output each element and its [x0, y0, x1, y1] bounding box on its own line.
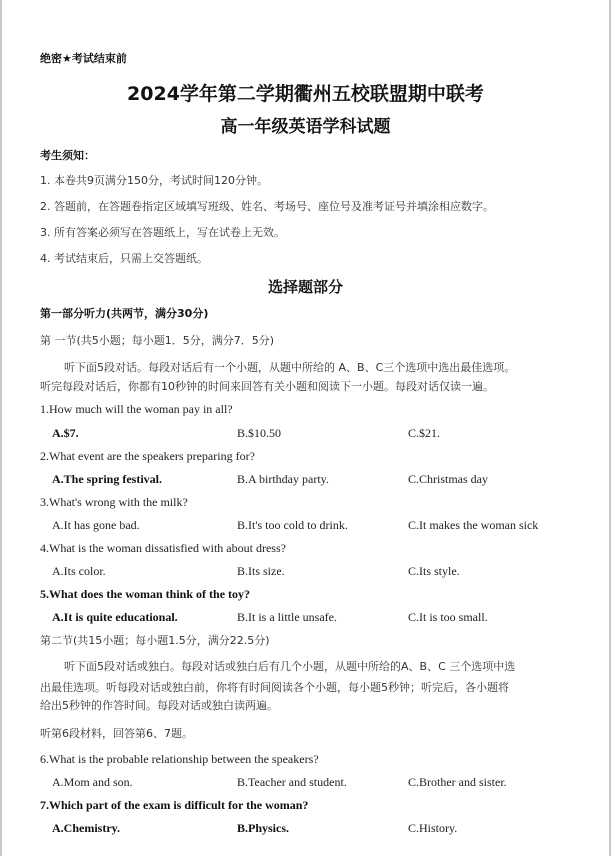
question-5: 5.What does the woman think of the toy?	[40, 587, 251, 601]
option-a: A.Chemistry.	[52, 821, 120, 835]
section-title: 选择题部分	[267, 278, 343, 296]
sec2-material: 听第6段材料，回答第6、7题。	[40, 727, 193, 740]
question-4: 4.What is the woman dissatisfied with about dress?	[40, 541, 286, 555]
sec2-instructions: 听下面5段对话或独白。每段对话或独白后有几个小题，从题中所给的A、B、C 三个选项中选	[64, 660, 516, 673]
question-1: 1.How much will the woman pay in all?	[40, 402, 233, 416]
notice-item: 2. 答题前，在答题卷指定区域填写班级、姓名、考场号、座位号及准考证号并填涂相应数字。	[40, 200, 494, 213]
option-b: B.Teacher and student.	[237, 775, 347, 789]
option-b: B.Physics.	[237, 821, 290, 835]
notice-item: 3. 所有答案必须写在答题纸上，写在试卷上无效。	[40, 226, 285, 239]
sec1-instructions: 听完每段对话后，你都有10秒钟的时间来回答有关小题和阅读下一小题。每段对话仅读一遍。	[40, 380, 494, 393]
option-c: C.It is too small.	[408, 610, 488, 624]
option-b: B.It is a little unsafe.	[237, 610, 337, 624]
exam-subtitle: 高一年级英语学科试题	[220, 117, 391, 137]
sec2-instructions: 给出5秒钟的作答时间。每段对话或独白读两遍。	[40, 699, 278, 712]
option-c: C.$21.	[408, 426, 441, 440]
option-c: C.Its style.	[408, 564, 460, 578]
option-a: A.Its color.	[52, 564, 106, 578]
option-b: B.$10.50	[237, 426, 282, 440]
option-a: A.Mom and son.	[52, 775, 133, 789]
option-a: A.$7.	[52, 426, 79, 440]
option-c: C.Brother and sister.	[408, 775, 507, 789]
question-7: 7.Which part of the exam is difficult for the woman?	[40, 798, 309, 812]
part1-heading: 第一部分听力(共两节，满分30分)	[40, 307, 209, 320]
option-c: C.Christmas day	[408, 472, 488, 486]
sec1-heading: 第 一节(共5小题；每小题1．5分，满分7．5分)	[40, 334, 275, 347]
option-a: A.The spring festival.	[52, 472, 163, 486]
sec2-instructions: 出最佳选项。听每段对话或独白前，你将有时间阅读各个小题，每小题5秒钟；听完后，各小题将	[40, 681, 509, 694]
notice-heading: 考生须知：	[40, 149, 95, 162]
option-b: B.Its size.	[237, 564, 285, 578]
question-6: 6.What is the probable relationship between the speakers?	[40, 752, 319, 766]
sec2-heading: 第二节(共15小题；每小题1.5分，满分22.5分)	[40, 634, 270, 647]
exam-title: 2024学年第二学期衢州五校联盟期中联考	[127, 83, 484, 105]
notice-item: 1. 本卷共9页满分150分，考试时间120分钟。	[40, 174, 268, 187]
notice-item: 4. 考试结束后，只需上交答题纸。	[40, 252, 208, 265]
option-c: C.It makes the woman sick	[408, 518, 539, 532]
question-3: 3.What's wrong with the milk?	[40, 495, 188, 509]
option-b: B.It's too cold to drink.	[237, 518, 348, 532]
option-a: A.It has gone bad.	[52, 518, 140, 532]
option-c: C.History.	[408, 821, 458, 835]
option-a: A.It is quite educational.	[52, 610, 178, 624]
option-b: B.A birthday party.	[237, 472, 329, 486]
sec1-instructions: 听下面5段对话。每段对话后有一个小题，从题中所给的 A、B、C三个选项中选出最佳选项。	[64, 361, 516, 374]
question-2: 2.What event are the speakers preparing for?	[40, 449, 255, 463]
confidential-label: 绝密★考试结束前	[40, 52, 127, 65]
